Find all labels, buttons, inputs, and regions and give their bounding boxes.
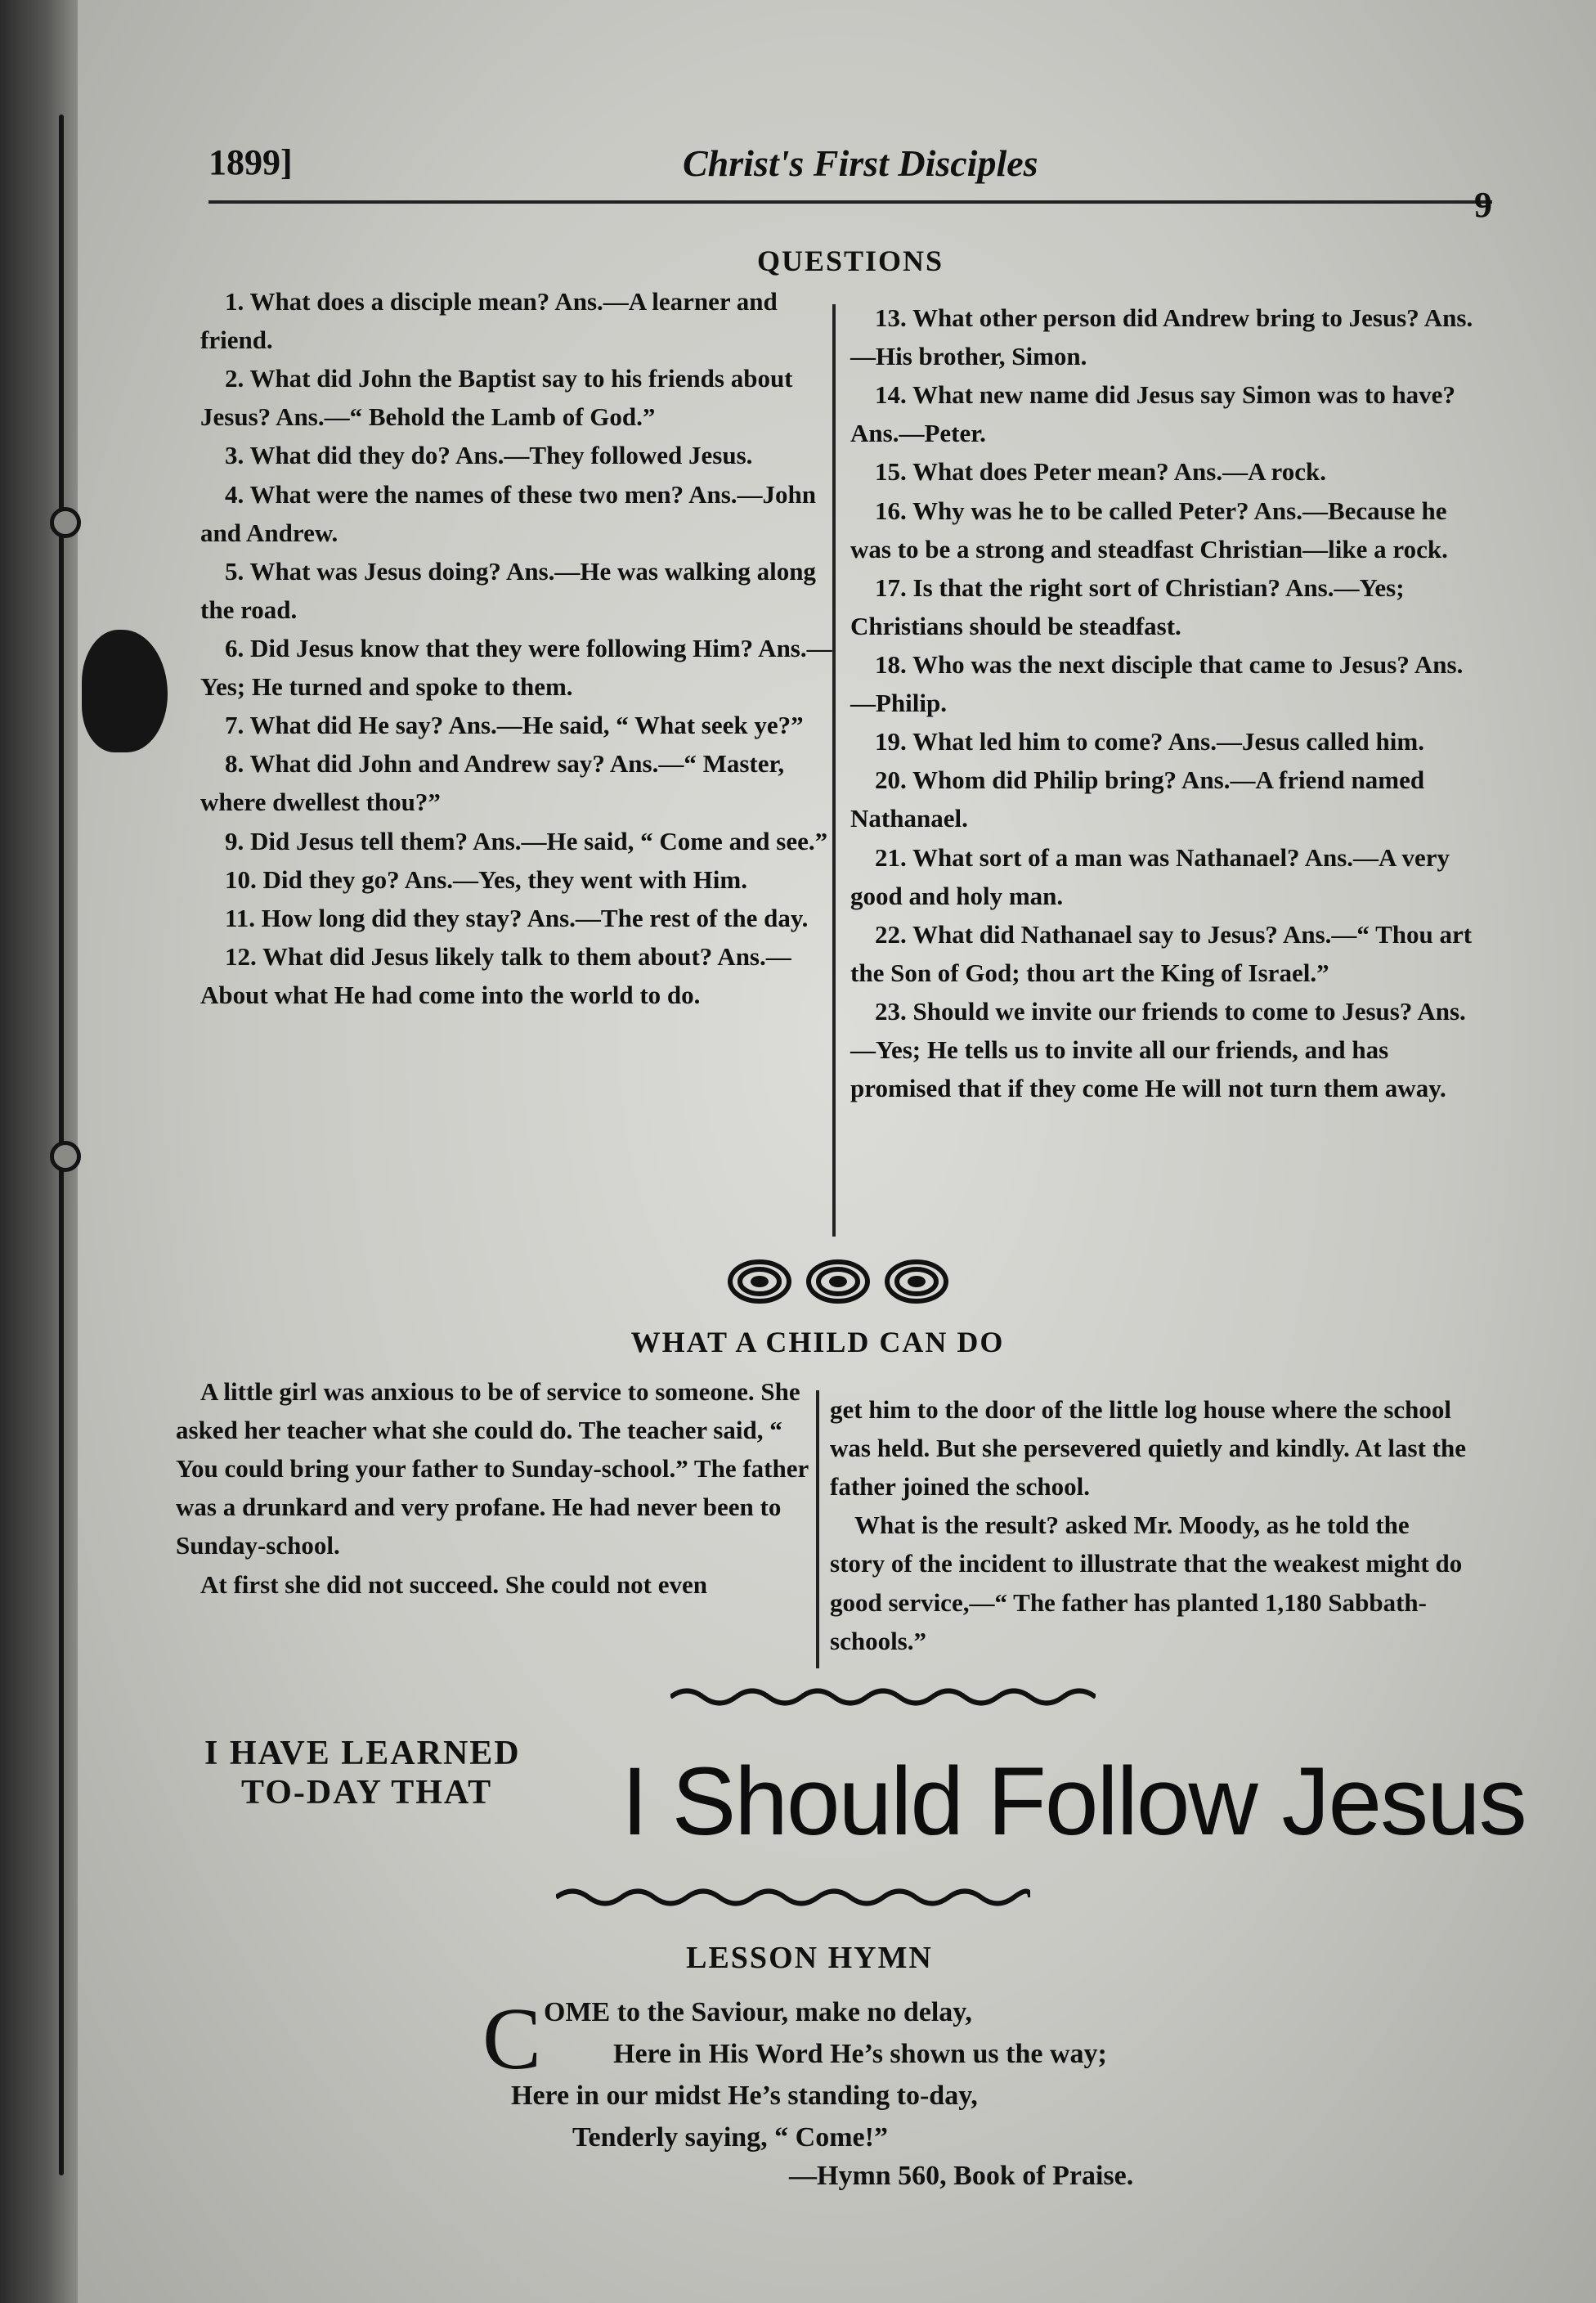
question-item: 7. What did He say? Ans.—He said, “ What seek ye?” [225,711,804,740]
child-right-column [830,1390,1468,1660]
swirl-icon [885,1259,948,1304]
question-item: 23. Should we invite our friends to come to Jesus? Ans.—Yes; He tells us to invite all our friends, and has promised that if they come He will not turn them away. [850,996,1466,1103]
question-item: 20. Whom did Philip bring? Ans.—A friend named Nathanael. [850,765,1425,833]
child-paragraph: A little girl was anxious to be of service to someone. She asked her teacher what she could do. The teacher said, “ You could bring your father to Sunday-school.” The father was a drunkard and very profane. He had never been to Sunday-school. [176,1377,809,1560]
hymn-dropcap: C [482,1991,542,2088]
child-section-title: WHAT A CHILD CAN DO [630,1326,1005,1358]
question-item: 10. Did they go? Ans.—Yes, they went with Him. [225,864,747,894]
question-item: 9. Did Jesus tell them? Ans.—He said, “ Come and see.” [225,826,828,855]
learned-label [204,1734,521,1813]
header-year: 1899] [208,142,293,182]
question-item: 11. How long did they stay? Ans.—The rest of the day. [225,903,809,932]
question-item: 15. What does Peter mean? Ans.—A rock. [875,457,1326,487]
question-item: 2. What did John the Baptist say to his friends about Jesus? Ans.—“ Behold the Lamb of God.” [200,364,793,432]
question-item: 5. What was Jesus doing? Ans.—He was walking along the road. [200,556,816,624]
question-item: 16. Why was he to be called Peter? Ans.—Because he was to be a strong and steadfast Christian—like a rock. [850,496,1448,563]
question-item: 21. What sort of a man was Nathanael? Ans.—A very good and holy man. [850,842,1450,910]
swirl-icon [806,1259,870,1304]
learned-line-2: TO-DAY THAT [241,1774,493,1812]
wave-divider [556,1885,1030,1910]
hymn-line: Here in His Word He’s shown us the way; [613,2039,1107,2069]
questions-title: QUESTIONS [756,245,944,277]
question-item: 17. Is that the right sort of Christian? Ans.—Yes; Christians should be steadfast. [850,572,1405,640]
learned-line-1: I HAVE LEARNED [204,1735,521,1772]
question-item: 3. What did they do? Ans.—They followed Jesus. [225,441,753,470]
hymn-attribution: —Hymn 560, Book of Praise. [789,2161,1134,2191]
question-item: 14. What new name did Jesus say Simon was to have? Ans.—Peter. [850,380,1455,448]
running-head [208,119,1492,225]
hymn-line: Here in our midst He’s standing to-day, [511,2081,978,2111]
child-left-column [176,1372,809,1604]
running-title: Christ's First Disciples [683,142,1038,184]
hymn-title: LESSON HYMN [686,1941,933,1975]
question-item: 4. What were the names of these two men? Ans.—John and Andrew. [200,479,817,547]
swirl-ornament [728,1259,948,1304]
hymn-line: OME to the Saviour, make no delay, [544,1997,972,2027]
binding-knot [50,1141,81,1172]
question-item: 19. What led him to come? Ans.—Jesus called him. [875,727,1424,756]
wave-divider [670,1685,1096,1709]
binding-knot [50,507,81,538]
child-paragraph: At first she did not succeed. She could not even [200,1569,708,1599]
page-number: 9 [1474,185,1492,225]
questions-left-column [200,282,834,1014]
question-item: 12. What did Jesus likely talk to them about? Ans.—About what He had come into the world to do. [200,941,791,1009]
child-paragraph: get him to the door of the little log house where the school was held. But she persevered quietly and kindly. At last the father joined the school. [830,1395,1466,1502]
question-item: 8. What did John and Andrew say? Ans.—“ Master, where dwellest thou?” [200,749,785,817]
column-rule [832,304,836,1237]
column-rule [816,1390,819,1668]
child-paragraph: What is the result? asked Mr. Moody, as he told the story of the incident to illustrate that the weakest might do good service,—“ The father has planted 1,180 Sabbath-schools.” [830,1511,1463,1655]
lesson-banner: I Should Follow Jesus [621,1748,1526,1856]
hymn-line: Tenderly saying, “ Come!” [572,2122,888,2153]
questions-right-column [850,299,1484,1107]
question-item: 18. Who was the next disciple that came to Jesus? Ans.—Philip. [850,649,1464,718]
swirl-icon [728,1259,791,1304]
question-item: 22. What did Nathanael say to Jesus? Ans.—“ Thou art the Son of God; thou art the King of Israel.” [850,919,1473,987]
question-item: 6. Did Jesus know that they were following Him? Ans.—Yes; He turned and spoke to them. [200,633,832,702]
question-item: 13. What other person did Andrew bring to Jesus? Ans.—His brother, Simon. [850,303,1473,371]
question-item: 1. What does a disciple mean? Ans.—A learner and friend. [200,287,778,355]
hymn-verse [482,1991,1280,2158]
